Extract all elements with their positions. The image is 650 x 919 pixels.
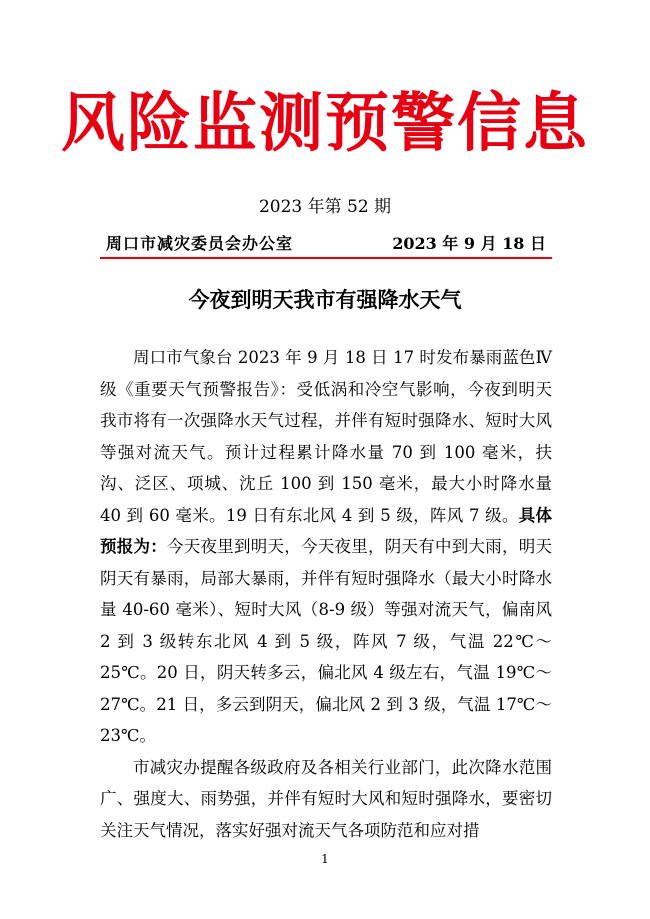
paragraph-1 (100, 342, 552, 752)
masthead-title: 风险监测预警信息 (61, 86, 589, 161)
issue-number: 2023 年第 52 期 (258, 197, 392, 217)
page-number: 1 (321, 852, 329, 866)
article-headline: 今夜到明天我市有强降水天气 (188, 287, 462, 312)
paragraph-2: 市减灾办提醒各级政府及各相关行业部门，此次降水范围广、强度大、雨势强，并伴有短时大风和短时强降水，要密切关注天气情况，落实好强对流天气各项防范和应对措 (100, 757, 552, 840)
paragraph-1-bold: 具体预报为： (100, 505, 553, 556)
issue-date: 2023 年 9 月 18 日 (392, 234, 546, 253)
article-body (100, 342, 552, 846)
paragraph-1-text-a: 周口市气象台 2023 年 9 月 18 日 17 时发布暴雨蓝色Ⅳ级《重要天气预警报告》：受低涡和冷空气影响，今夜到明天我市将有一次强降水天气过程，并伴有短时强降水、短时大风等强对流天气。预计过程累计降水量 70 到 100 毫米，扶沟、泛区、项城、沈丘 100 到 150 毫米，最大小时降水量 40 到 60 毫米。19 日有东北风 4 到 5 级，阵风 7 级。 (100, 348, 552, 525)
paragraph-1-text-b: 今天夜里到明天，今天夜里，阴天有中到大雨，明天阴天有暴雨，局部大暴雨，并伴有短时强降水（最大小时降水量 40-60 毫米）、短时大风（8-9 级）等强对流天气，偏南风 2 到 3 级转东北风 4 到 5 级，阵风 7 级，气温 22℃～25℃。20 日，阴天转多云，偏北风 4 级左右，气温 19℃～27℃。21 日，多云到阴天，偏北风 2 到 3 级，气温 17℃～23℃。 (100, 537, 552, 745)
red-divider (100, 257, 552, 259)
sender-office: 周口市减灾委员会办公室 (106, 234, 294, 253)
